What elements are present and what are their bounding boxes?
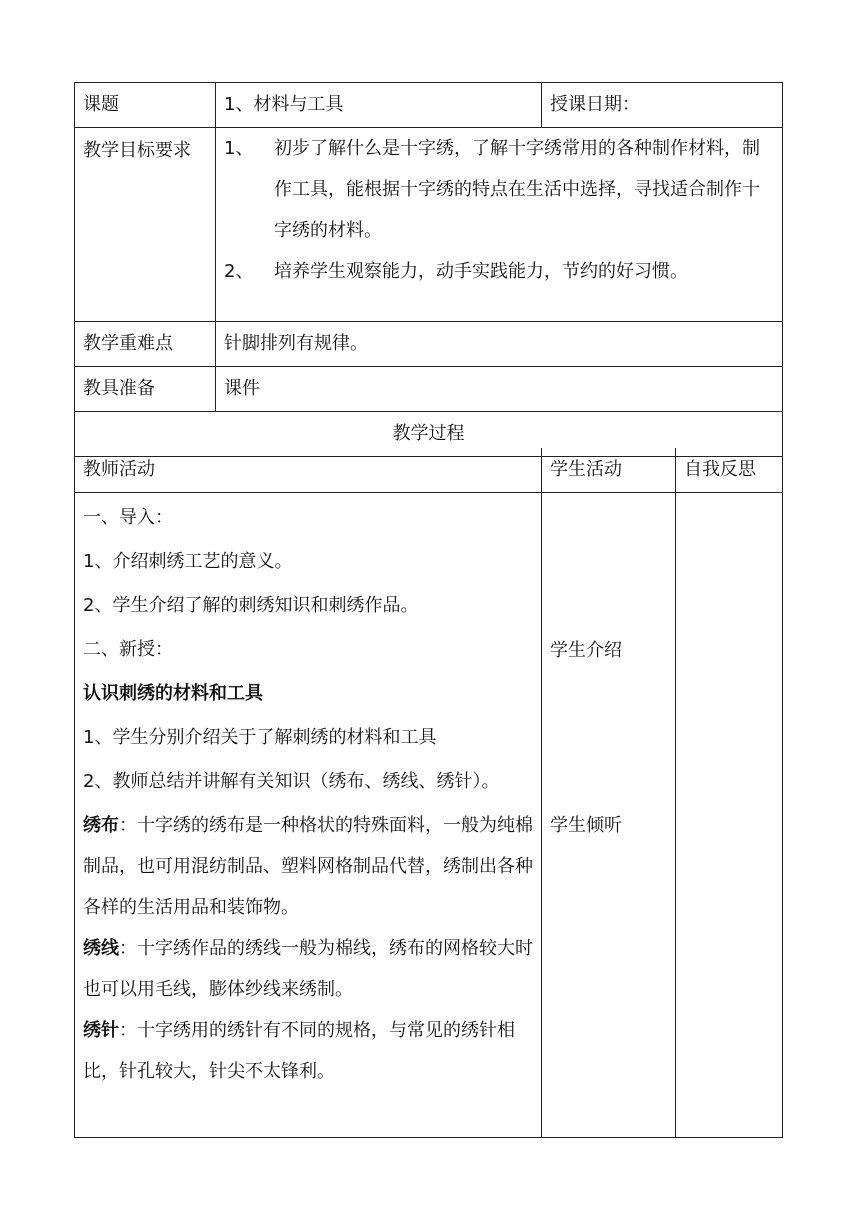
difficulty-value: 针脚排列有规律。 [216, 322, 783, 367]
section-heading: 认识刺绣的材料和工具 [83, 683, 263, 704]
lesson-plan-table [74, 82, 783, 457]
intro-step-1: 1、介绍刺绣工艺的意义。 [83, 551, 293, 572]
student-introduce: 学生介绍 [550, 640, 622, 661]
tools-label: 教具准备 [75, 367, 216, 412]
process-table [74, 448, 783, 1138]
tools-row [75, 367, 783, 412]
teacher-activity-cell [75, 493, 542, 1138]
goal-text: 初步了解什么是十字绣，了解十字绣常用的各种制作材料，制作工具，能根据十字绣的特点在生活中选择，寻找适合制作十字绣的材料。 [274, 138, 760, 241]
tools-value: 课件 [216, 367, 783, 412]
goals-content [216, 128, 783, 322]
needle-term: 绣针 [83, 1020, 119, 1041]
topic-label: 课题 [75, 83, 216, 128]
intro-step-2: 2、学生介绍了解的刺绣知识和刺绣作品。 [83, 595, 419, 616]
topic-row [75, 83, 783, 128]
reflection-cell [676, 493, 783, 1138]
needle-text: ：十字绣用的绣针有不同的规格，与常见的绣针相比，针孔较大，针尖不太锋利。 [83, 1020, 515, 1082]
needle-paragraph [83, 1010, 533, 1092]
student-activity-cell [542, 493, 676, 1138]
thread-term: 绣线 [83, 938, 119, 959]
goals-row [75, 128, 783, 322]
topic-value: 1、材料与工具 [216, 83, 542, 128]
new-step-2: 2、教师总结并讲解有关知识（绣布、绣线、绣针）。 [83, 771, 500, 792]
process-title: 教学过程 [75, 412, 783, 457]
thread-paragraph [83, 928, 533, 1010]
goal-number: 1、 [224, 138, 254, 159]
student-column-header: 学生活动 [542, 448, 676, 493]
student-listen: 学生倾听 [550, 815, 622, 836]
cloth-term: 绣布 [83, 815, 119, 836]
cloth-text: ：十字绣的绣布是一种格状的特殊面料，一般为纯棉制品，也可用混纺制品、塑料网格制品代替，绣制出各种各样的生活用品和装饰物。 [83, 815, 533, 918]
date-label: 授课日期： [542, 83, 783, 128]
goal-item [224, 138, 774, 251]
difficulty-row [75, 322, 783, 367]
cloth-paragraph [83, 805, 533, 928]
difficulty-label: 教学重难点 [75, 322, 216, 367]
goal-item [224, 261, 774, 283]
reflection-column-header: 自我反思 [676, 448, 783, 493]
goal-number: 2、 [224, 261, 254, 282]
activity-body-row [75, 493, 783, 1138]
goals-label: 教学目标要求 [75, 128, 216, 322]
intro-heading: 一、导入： [83, 507, 173, 528]
new-step-1: 1、学生分别介绍关于了解刺绣的材料和工具 [83, 727, 437, 748]
teacher-column-header: 教师活动 [75, 448, 542, 493]
goal-text: 培养学生观察能力，动手实践能力，节约的好习惯。 [274, 261, 688, 282]
thread-text: ：十字绣作品的绣线一般为棉线，绣布的网格较大时也可以用毛线，膨体纱线来绣制。 [83, 938, 533, 1000]
activity-header-row [75, 448, 783, 493]
new-lesson-heading: 二、新授： [83, 639, 173, 660]
